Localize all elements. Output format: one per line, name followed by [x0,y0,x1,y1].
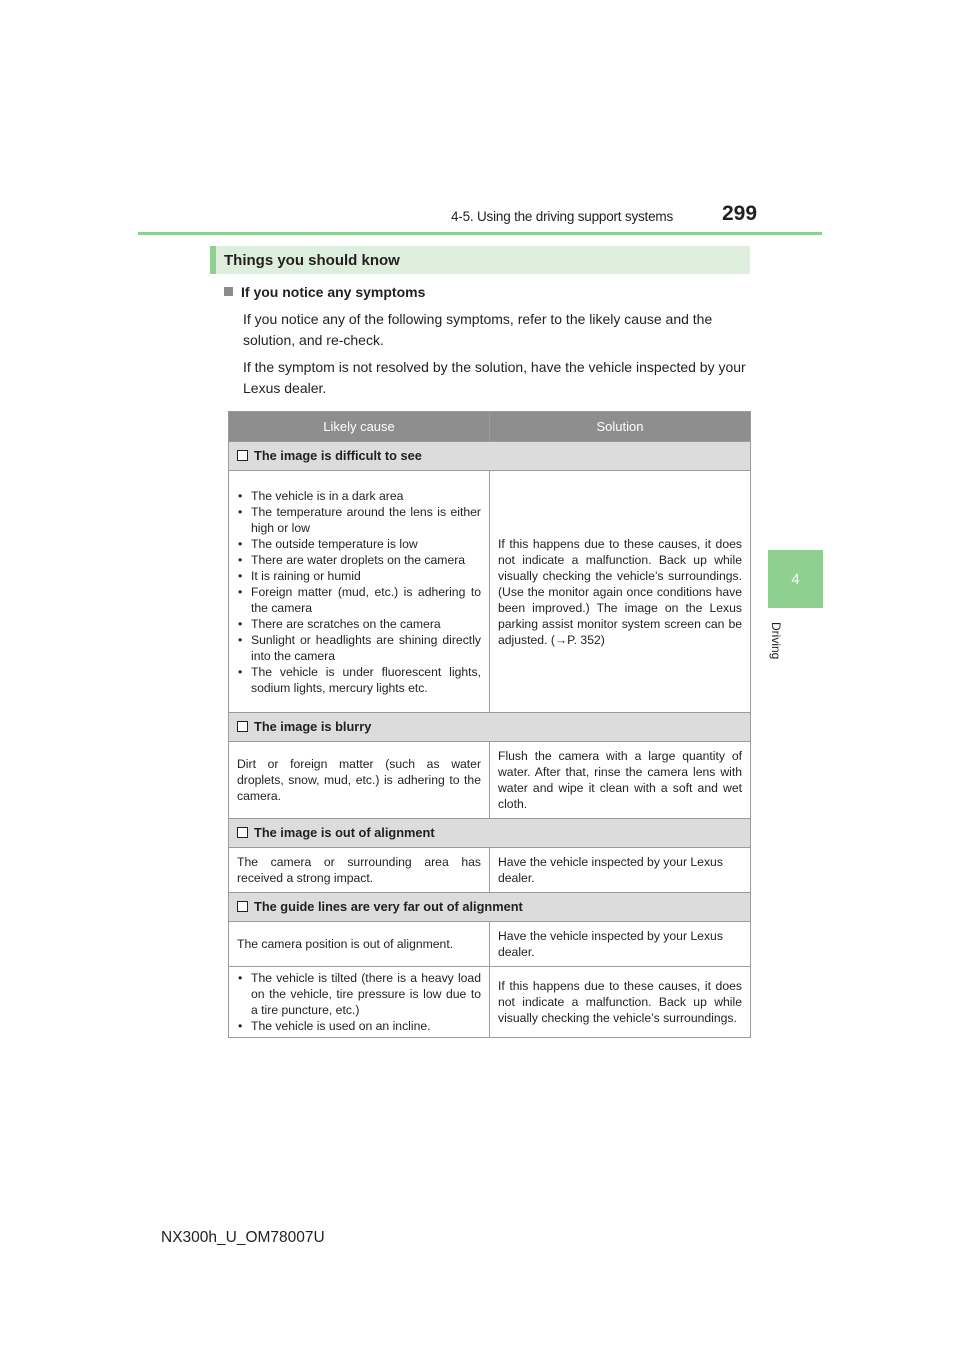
checkbox-icon [237,721,248,732]
list-item: • The vehicle is used on an incline. [237,1018,481,1034]
page-number: 299 [722,202,758,225]
table-header-row [229,412,751,442]
chapter-tab [768,550,823,608]
symptom-text: The image is out of alignment [254,825,435,840]
list-item: • The outside temperature is low [237,536,481,552]
symptom-row [229,442,751,471]
paragraph: If you notice any of the following symptoms, refer to the likely cause and the solution, and re-check. [243,311,713,348]
column-header-solution: Solution [490,412,751,442]
table-row [229,967,751,1038]
list-item: • It is raining or humid [237,568,481,584]
solution-cell: If this happens due to these causes, it does not indicate a malfunction. Back up while visually checking the vehicle’s surroundings. [490,967,751,1038]
list-item: • Sunlight or headlights are shining directly into the camera [237,632,481,664]
list-item: • The vehicle is under fluorescent lights, sodium lights, mercury lights etc. [237,664,481,696]
cause-cell: The camera position is out of alignment. [229,922,490,967]
symptom-text: The image is difficult to see [254,448,422,463]
symptom-row [229,819,751,848]
footer-document-code: NX300h_U_OM78007U [161,1229,325,1246]
subheading [224,284,425,300]
cause-cell: Dirt or foreign matter (such as water droplets, snow, mud, etc.) is adhering to the camera. [229,742,490,819]
column-header-likely-cause: Likely cause [229,412,490,442]
symptom-text: The image is blurry [254,719,372,734]
table-row [229,922,751,967]
list-item: • Foreign matter (mud, etc.) is adhering to the camera [237,584,481,616]
solution-cell: If this happens due to these causes, it does not indicate a malfunction. Back up while visually checking the vehicle’s surroundings. (Use the monitor again once conditions have been improved.) The image on the Lexus parking assist monitor system screen can be adjusted. (→P. 352) [490,471,751,713]
symptom-cell [229,442,751,471]
checkbox-icon [237,450,248,461]
symptom-cell [229,893,751,922]
symptom-row [229,893,751,922]
cause-list [237,970,481,1034]
symptom-cell [229,713,751,742]
cause-cell [229,471,490,713]
list-item: • There are scratches on the camera [237,616,481,632]
section-title: Things you should know [224,251,400,269]
header-section-title: 4-5. Using the driving support systems [451,209,673,224]
subheading-text: If you notice any symptoms [241,284,426,300]
table-row [229,848,751,893]
list-item: • The vehicle is in a dark area [237,488,481,504]
symptom-text: The guide lines are very far out of alignment [254,899,523,914]
table-row [229,471,751,713]
header-divider [138,232,822,235]
cause-cell: The camera or surrounding area has received a strong impact. [229,848,490,893]
chapter-number: 4 [791,570,800,588]
chapter-label: Driving [769,622,783,660]
troubleshooting-table [228,411,751,1038]
cause-cell [229,967,490,1038]
list-item: • The vehicle is tilted (there is a heavy load on the vehicle, tire pressure is low due to a tire puncture, etc.) [237,970,481,1018]
symptom-row [229,713,751,742]
list-item: • The temperature around the lens is either high or low [237,504,481,536]
section-header [210,246,750,274]
list-item: • There are water droplets on the camera [237,552,481,568]
solution-cell: Have the vehicle inspected by your Lexus dealer. [490,922,751,967]
checkbox-icon [237,901,248,912]
solution-cell: Have the vehicle inspected by your Lexus dealer. [490,848,751,893]
table-row [229,742,751,819]
cause-list [237,488,481,696]
square-bullet-icon [224,287,233,296]
paragraph: If the symptom is not resolved by the solution, have the vehicle inspected by your Lexus dealer. [243,359,746,396]
symptom-cell [229,819,751,848]
solution-cell: Flush the camera with a large quantity of water. After that, rinse the camera lens with water and wipe it clean with a soft and wet cloth. [490,742,751,819]
checkbox-icon [237,827,248,838]
